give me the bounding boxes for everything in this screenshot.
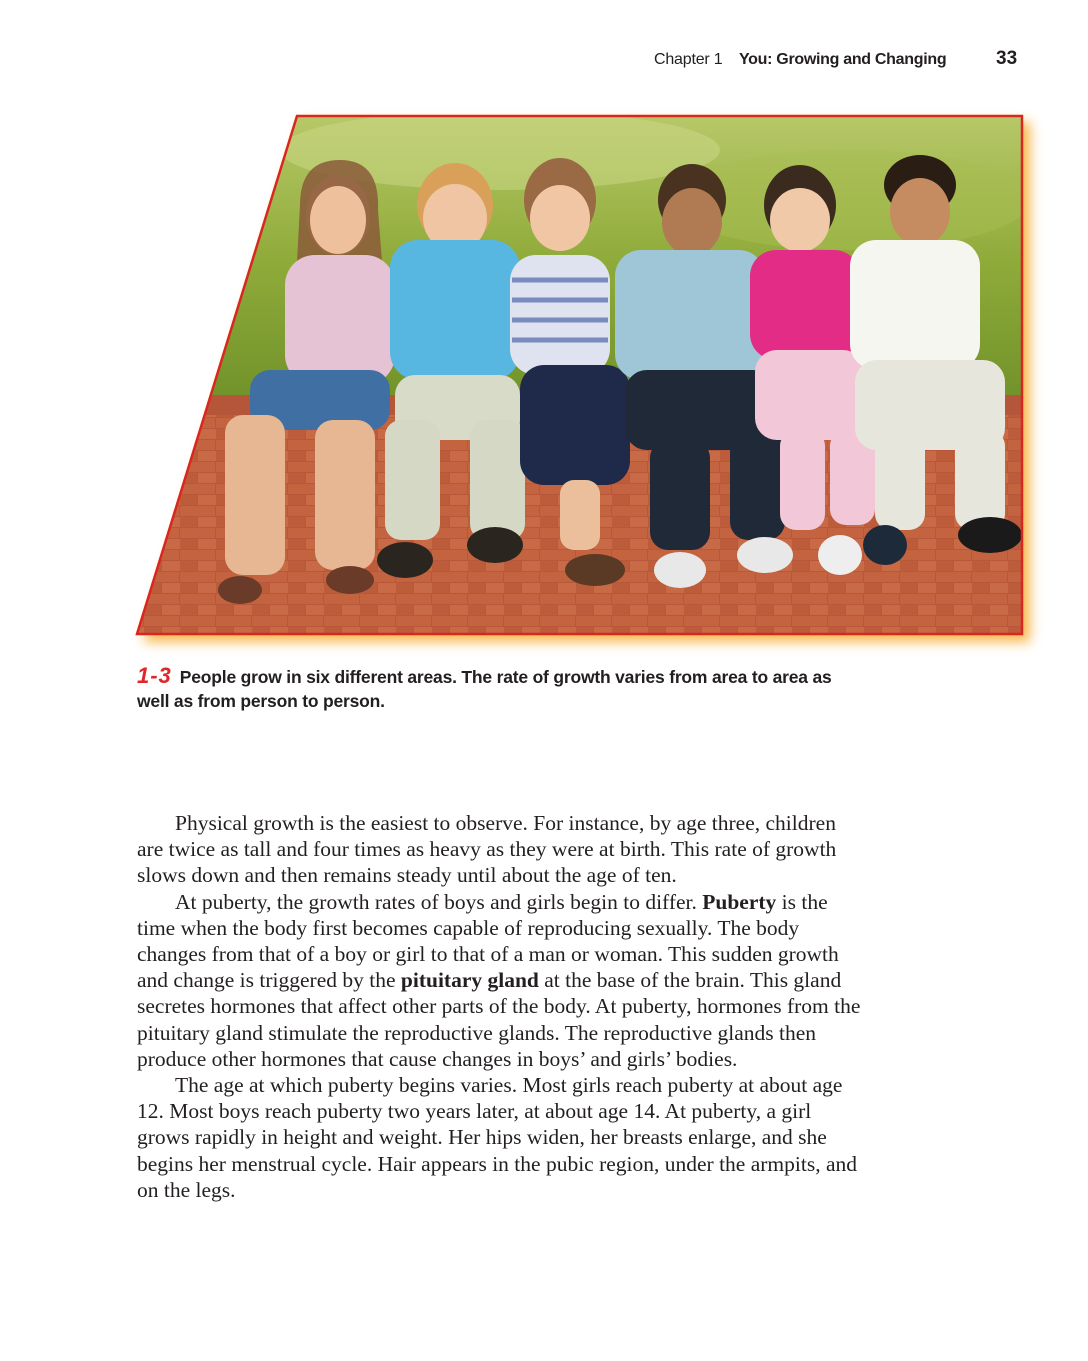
text-segment: at the base of the brain. This gland secretes hormones that affect other parts of the body. At puberty, hormones from the pituitary gland stimulate the reproductive glands. The reproductive glands then produce other hormones that cause changes in boys’ and girls’ bodies.	[137, 968, 861, 1071]
text-segment: is the time when the body first becomes capable of reproducing sexually. The body changes from that of a boy or girl to that of a man or woman. This sudden growth and change is triggered by the	[137, 889, 839, 993]
figure-number: 1-3	[137, 663, 172, 688]
figure-photo	[0, 0, 1088, 660]
text-segment: The age at which puberty begins varies. Most girls reach puberty at about age 12. Most boys reach puberty two years later, at about age 14. At puberty, a girl grows rapidly in height and weight. Her hips widen, her breasts enlarge, and she begins her menstrual cycle. Hair appears in the pubic region, under the armpits, and on the legs.	[137, 1073, 858, 1202]
key-term-pituitary-gland: pituitary gland	[400, 968, 539, 993]
chapter-label: Chapter 1	[654, 51, 723, 68]
key-term-puberty: Puberty	[702, 889, 777, 914]
chapter-title: You: Growing and Changing	[739, 51, 947, 68]
text-segment: At puberty, the growth rates of boys and girls begin to differ.	[175, 889, 703, 914]
paragraph-3	[137, 1072, 867, 1203]
children-on-wall-photo	[0, 0, 1088, 660]
paragraph-2	[137, 889, 867, 1072]
figure-caption-text: People grow in six different areas. The rate of growth varies from area to area as well as from person to person.	[137, 667, 832, 711]
figure-caption	[137, 664, 857, 713]
paragraph-1	[137, 810, 867, 889]
page-number: 33	[996, 48, 1018, 69]
text-segment: Physical growth is the easiest to observe. For instance, by age three, children are twice as tall and four times as heavy as they were at birth. This rate of growth slows down and then remains steady until about the age of ten.	[137, 811, 837, 888]
body-text	[137, 810, 867, 1203]
